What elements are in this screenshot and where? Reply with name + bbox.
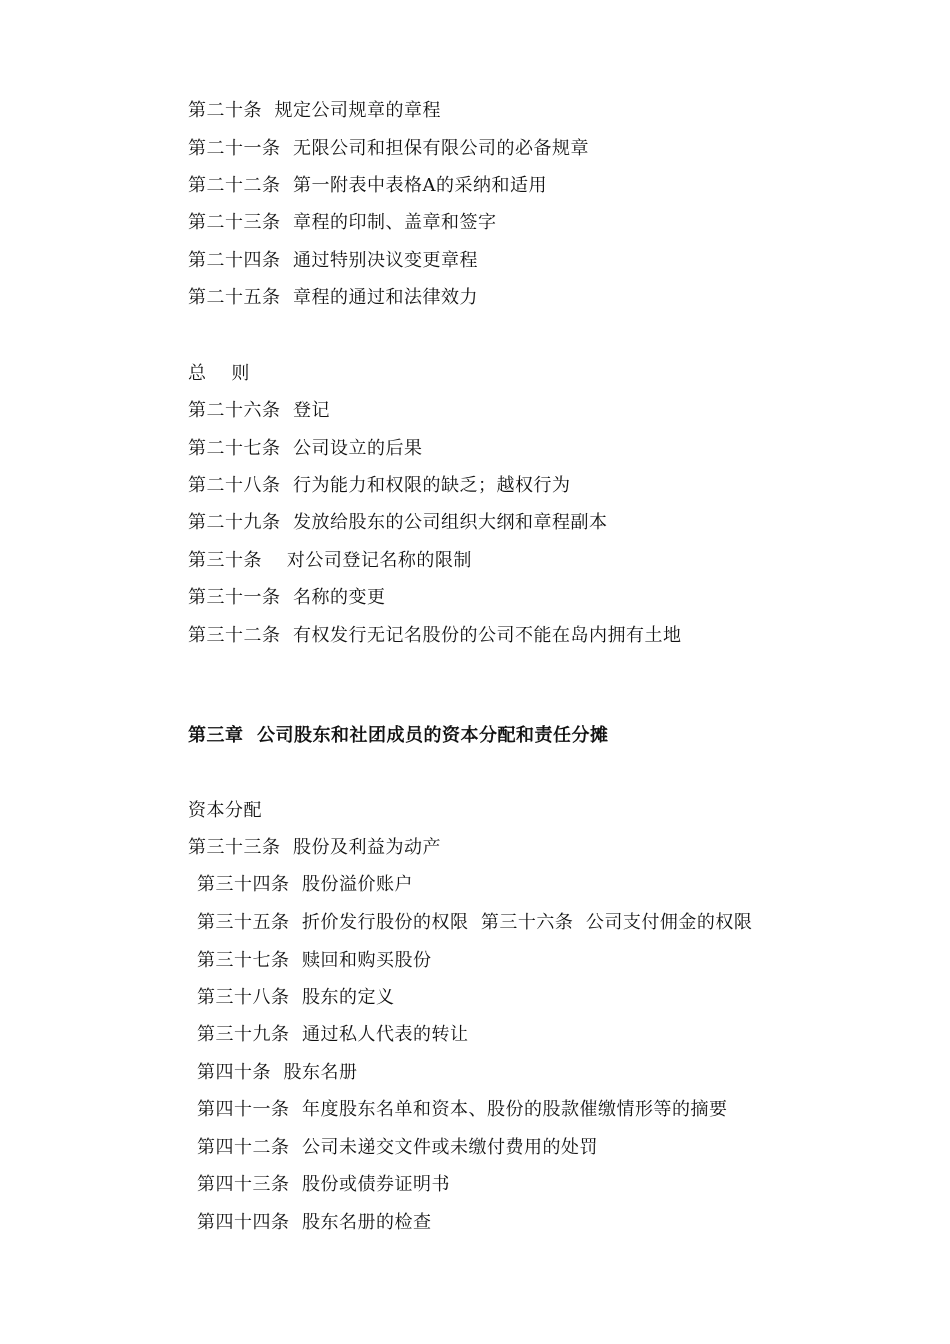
toc-line-article-39: 第三十九条 通过私人代表的转让 — [197, 1024, 469, 1045]
toc-line-article-20: 第二十条 规定公司规章的章程 — [188, 100, 441, 121]
section-heading-general: 总 则 — [188, 363, 250, 384]
toc-line-article-23: 第二十三条 章程的印制、盖章和签字 — [188, 212, 497, 233]
toc-line-article-42: 第四十二条 公司未递交文件或未缴付费用的处罚 — [197, 1137, 598, 1158]
toc-line-article-27: 第二十七条 公司设立的后果 — [188, 438, 423, 459]
toc-line-article-37: 第三十七条 赎回和购买股份 — [197, 950, 432, 971]
toc-line-article-44: 第四十四条 股东名册的检查 — [197, 1212, 432, 1233]
toc-line-article-31: 第三十一条 名称的变更 — [188, 587, 386, 608]
toc-line-article-25: 第二十五条 章程的通过和法律效力 — [188, 287, 478, 308]
section-heading-capital: 资本分配 — [188, 800, 262, 821]
toc-line-article-43: 第四十三条 股份或债券证明书 — [197, 1174, 450, 1195]
toc-line-article-29: 第二十九条 发放给股东的公司组织大纲和章程副本 — [188, 512, 608, 533]
toc-line-article-41: 第四十一条 年度股东名单和资本、股份的股款催缴情形等的摘要 — [197, 1099, 728, 1120]
toc-line-article-21: 第二十一条 无限公司和担保有限公司的必备规章 — [188, 138, 589, 159]
toc-line-article-28: 第二十八条 行为能力和权限的缺乏；越权行为 — [188, 475, 571, 496]
toc-line-article-35-36: 第三十五条 折价发行股份的权限 第三十六条 公司支付佣金的权限 — [197, 912, 753, 933]
toc-line-article-30: 第三十条 对公司登记名称的限制 — [188, 550, 472, 571]
toc-line-article-32: 第三十二条 有权发行无记名股份的公司不能在岛内拥有土地 — [188, 625, 682, 646]
toc-line-article-26: 第二十六条 登记 — [188, 400, 330, 421]
toc-line-article-22: 第二十二条 第一附表中表格A的采纳和适用 — [188, 175, 547, 196]
toc-line-article-38: 第三十八条 股东的定义 — [197, 987, 395, 1008]
toc-line-article-40: 第四十条 股东名册 — [197, 1062, 358, 1083]
toc-line-article-34: 第三十四条 股份溢价账户 — [197, 874, 413, 895]
toc-line-article-24: 第二十四条 通过特别决议变更章程 — [188, 250, 478, 271]
chapter-heading-3: 第三章 公司股东和社团成员的资本分配和责任分摊 — [188, 725, 609, 746]
toc-line-article-33: 第三十三条 股份及利益为动产 — [188, 837, 441, 858]
